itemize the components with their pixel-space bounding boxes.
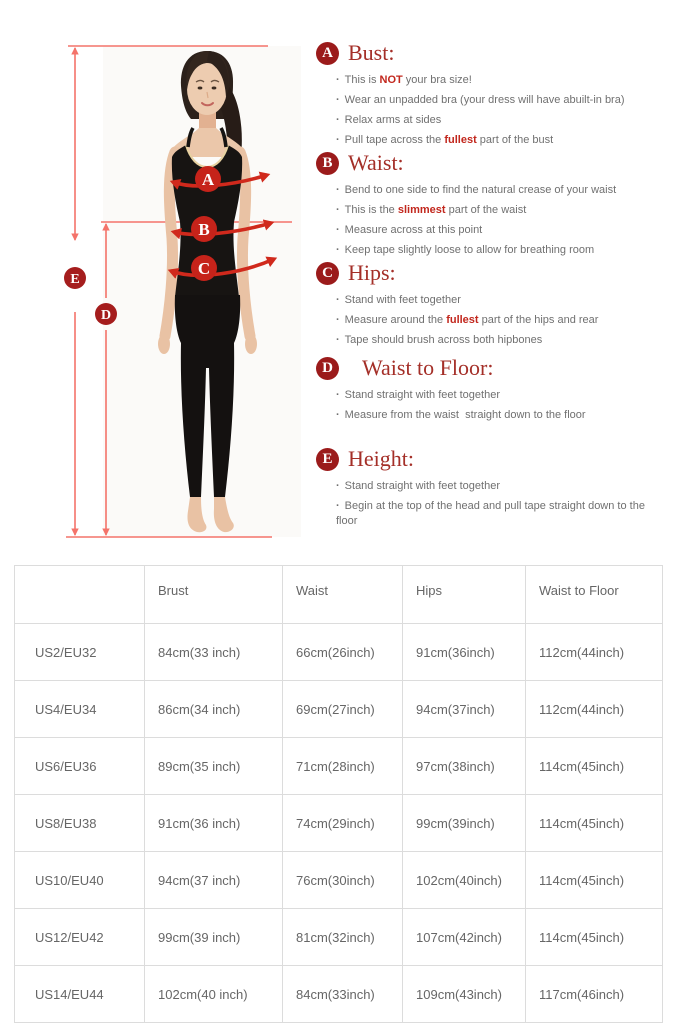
instruction-bullet xyxy=(336,388,672,403)
bullet-text: part of the hips and rear xyxy=(478,313,599,326)
measurement-cell: 91cm(36inch) xyxy=(403,624,526,681)
measurement-cell: 109cm(43inch) xyxy=(403,966,526,1023)
measurement-cell: 86cm(34 inch) xyxy=(145,681,283,738)
section-waist-heading xyxy=(316,150,672,176)
bullet-text: Pull tape across the xyxy=(344,133,445,146)
bullet-text: Stand straight with feet together xyxy=(344,480,500,492)
highlighted-text: fullest xyxy=(446,313,479,326)
bust-marker xyxy=(195,166,221,192)
measurement-cell: 112cm(44inch) xyxy=(526,681,663,738)
size-cell: US2/EU32 xyxy=(15,624,145,681)
size-cell: US14/EU44 xyxy=(15,966,145,1023)
measurement-cell: 69cm(27inch) xyxy=(283,681,403,738)
bullet-list xyxy=(316,73,672,147)
bullet-text: part of the bust xyxy=(476,133,554,146)
bullet-text: Stand with feet together xyxy=(344,294,461,306)
instruction-bullet xyxy=(336,499,646,529)
bullet-text: Stand straight with feet together xyxy=(344,389,500,401)
measurement-cell: 114cm(45inch) xyxy=(526,909,663,966)
hips-marker xyxy=(191,255,217,281)
section-height-heading xyxy=(316,446,646,472)
section-title: Height: xyxy=(348,446,414,471)
measurement-cell: 94cm(37 inch) xyxy=(145,852,283,909)
bullet-text: Tape should brush across both hipbones xyxy=(344,333,543,346)
section-title: Bust: xyxy=(348,40,395,65)
column-header: Brust xyxy=(145,566,283,624)
highlighted-text: fullest xyxy=(444,133,477,146)
column-header: Waist to Floor xyxy=(526,566,663,624)
waist-to-floor-marker xyxy=(95,303,117,325)
section-waist xyxy=(316,150,672,262)
bullet-text: Measure across at this point xyxy=(344,223,483,236)
left-hand xyxy=(158,334,170,354)
measurement-cell: 102cm(40 inch) xyxy=(145,966,283,1023)
measurement-cell: 84cm(33 inch) xyxy=(145,624,283,681)
table-row xyxy=(15,738,663,795)
instruction-bullet xyxy=(336,183,672,198)
measurement-cell: 97cm(38inch) xyxy=(403,738,526,795)
right-eye xyxy=(212,87,217,90)
right-hand xyxy=(245,334,257,354)
instruction-bullet xyxy=(336,223,672,238)
instruction-bullet xyxy=(336,479,646,494)
section-bust-heading xyxy=(316,40,672,66)
size-table-head xyxy=(15,566,663,624)
size-cell: US12/EU42 xyxy=(15,909,145,966)
size-table-header-row xyxy=(15,566,663,624)
measurement-cell: 84cm(33inch) xyxy=(283,966,403,1023)
section-waist-to-floor-heading xyxy=(316,355,672,381)
column-header xyxy=(15,566,145,624)
size-table xyxy=(14,565,663,1023)
section-bust xyxy=(316,40,672,152)
section-waist-to-floor xyxy=(316,355,672,428)
bullet-text: Bend to one side to find the natural crease of your waist xyxy=(344,184,617,196)
table-row xyxy=(15,852,663,909)
instruction-bullet xyxy=(336,203,672,218)
measurement-cell: 71cm(28inch) xyxy=(283,738,403,795)
section-title: Waist: xyxy=(348,150,404,175)
bullet-text: Relax arms at sides xyxy=(344,113,442,126)
highlighted-text: NOT xyxy=(379,74,403,86)
measurement-cell: 74cm(29inch) xyxy=(283,795,403,852)
waist-to-floor-marker-letter: D xyxy=(100,308,112,323)
instruction-bullet xyxy=(336,113,672,128)
table-row xyxy=(15,624,663,681)
bullet-text: This is the xyxy=(344,203,398,216)
hips-letter-badge: C xyxy=(316,262,339,285)
section-height xyxy=(316,446,646,534)
hips-marker-letter: C xyxy=(197,259,211,278)
waist-marker xyxy=(191,216,217,242)
measurement-cell: 114cm(45inch) xyxy=(526,795,663,852)
size-cell: US10/EU40 xyxy=(15,852,145,909)
bullet-text: Measure around the xyxy=(344,313,447,326)
measurement-cell: 94cm(37inch) xyxy=(403,681,526,738)
instruction-bullet xyxy=(336,293,672,308)
highlighted-text: slimmest xyxy=(397,203,446,216)
table-row xyxy=(15,966,663,1023)
bullet-text: This is xyxy=(344,74,380,86)
bullet-text: Wear an unpadded bra (your dress will have abuilt-in bra) xyxy=(344,93,625,106)
instruction-bullet xyxy=(336,93,672,108)
bust-letter-badge: A xyxy=(316,42,339,65)
measurement-diagram xyxy=(0,0,320,560)
bullet-text: part of the waist xyxy=(445,203,527,216)
table-row xyxy=(15,681,663,738)
bullet-list xyxy=(316,388,672,423)
measurement-cell: 117cm(46inch) xyxy=(526,966,663,1023)
section-title: Hips: xyxy=(348,260,396,285)
table-row xyxy=(15,909,663,966)
column-header: Hips xyxy=(403,566,526,624)
column-header: Waist xyxy=(283,566,403,624)
measurement-cell: 76cm(30inch) xyxy=(283,852,403,909)
bullet-text: your bra size! xyxy=(402,74,472,86)
measurement-cell: 102cm(40inch) xyxy=(403,852,526,909)
measurement-cell: 99cm(39inch) xyxy=(403,795,526,852)
waist-to-floor-letter-badge: D xyxy=(316,357,339,380)
size-cell: US4/EU34 xyxy=(15,681,145,738)
size-cell: US8/EU38 xyxy=(15,795,145,852)
size-cell: US6/EU36 xyxy=(15,738,145,795)
measurement-cell: 81cm(32inch) xyxy=(283,909,403,966)
measurement-cell: 89cm(35 inch) xyxy=(145,738,283,795)
measurement-cell: 112cm(44inch) xyxy=(526,624,663,681)
instruction-bullet xyxy=(336,133,672,148)
height-marker xyxy=(64,267,86,289)
waist-letter-badge: B xyxy=(316,152,339,175)
measurement-cell: 107cm(42inch) xyxy=(403,909,526,966)
section-title: Waist to Floor: xyxy=(362,355,494,380)
measurement-cell: 66cm(26inch) xyxy=(283,624,403,681)
measurement-cell: 91cm(36 inch) xyxy=(145,795,283,852)
bullet-list xyxy=(316,293,672,348)
size-table-body xyxy=(15,624,663,1023)
bullet-text: Begin at the top of the head and pull tape straight down to the floor xyxy=(336,499,645,527)
measuring-instructions xyxy=(316,0,676,560)
waist-marker-letter: B xyxy=(198,220,210,239)
instruction-bullet xyxy=(336,243,672,258)
bullet-text: Keep tape slightly loose to allow for breathing room xyxy=(344,243,595,256)
height-marker-letter: E xyxy=(70,272,80,287)
instruction-bullet xyxy=(336,313,672,328)
bullet-list xyxy=(316,479,646,529)
bust-marker-letter: A xyxy=(201,170,215,189)
instruction-bullet xyxy=(336,73,672,88)
left-eye xyxy=(198,87,203,90)
section-hips-heading xyxy=(316,260,672,286)
bullet-list xyxy=(316,183,672,257)
measurement-cell: 114cm(45inch) xyxy=(526,852,663,909)
table-row xyxy=(15,795,663,852)
height-letter-badge: E xyxy=(316,448,339,471)
instruction-bullet xyxy=(336,408,672,423)
measurement-cell: 114cm(45inch) xyxy=(526,738,663,795)
section-hips xyxy=(316,260,672,353)
measurement-cell: 99cm(39 inch) xyxy=(145,909,283,966)
instruction-bullet xyxy=(336,333,672,348)
bullet-text: Measure from the waist straight down to the floor xyxy=(344,408,586,421)
